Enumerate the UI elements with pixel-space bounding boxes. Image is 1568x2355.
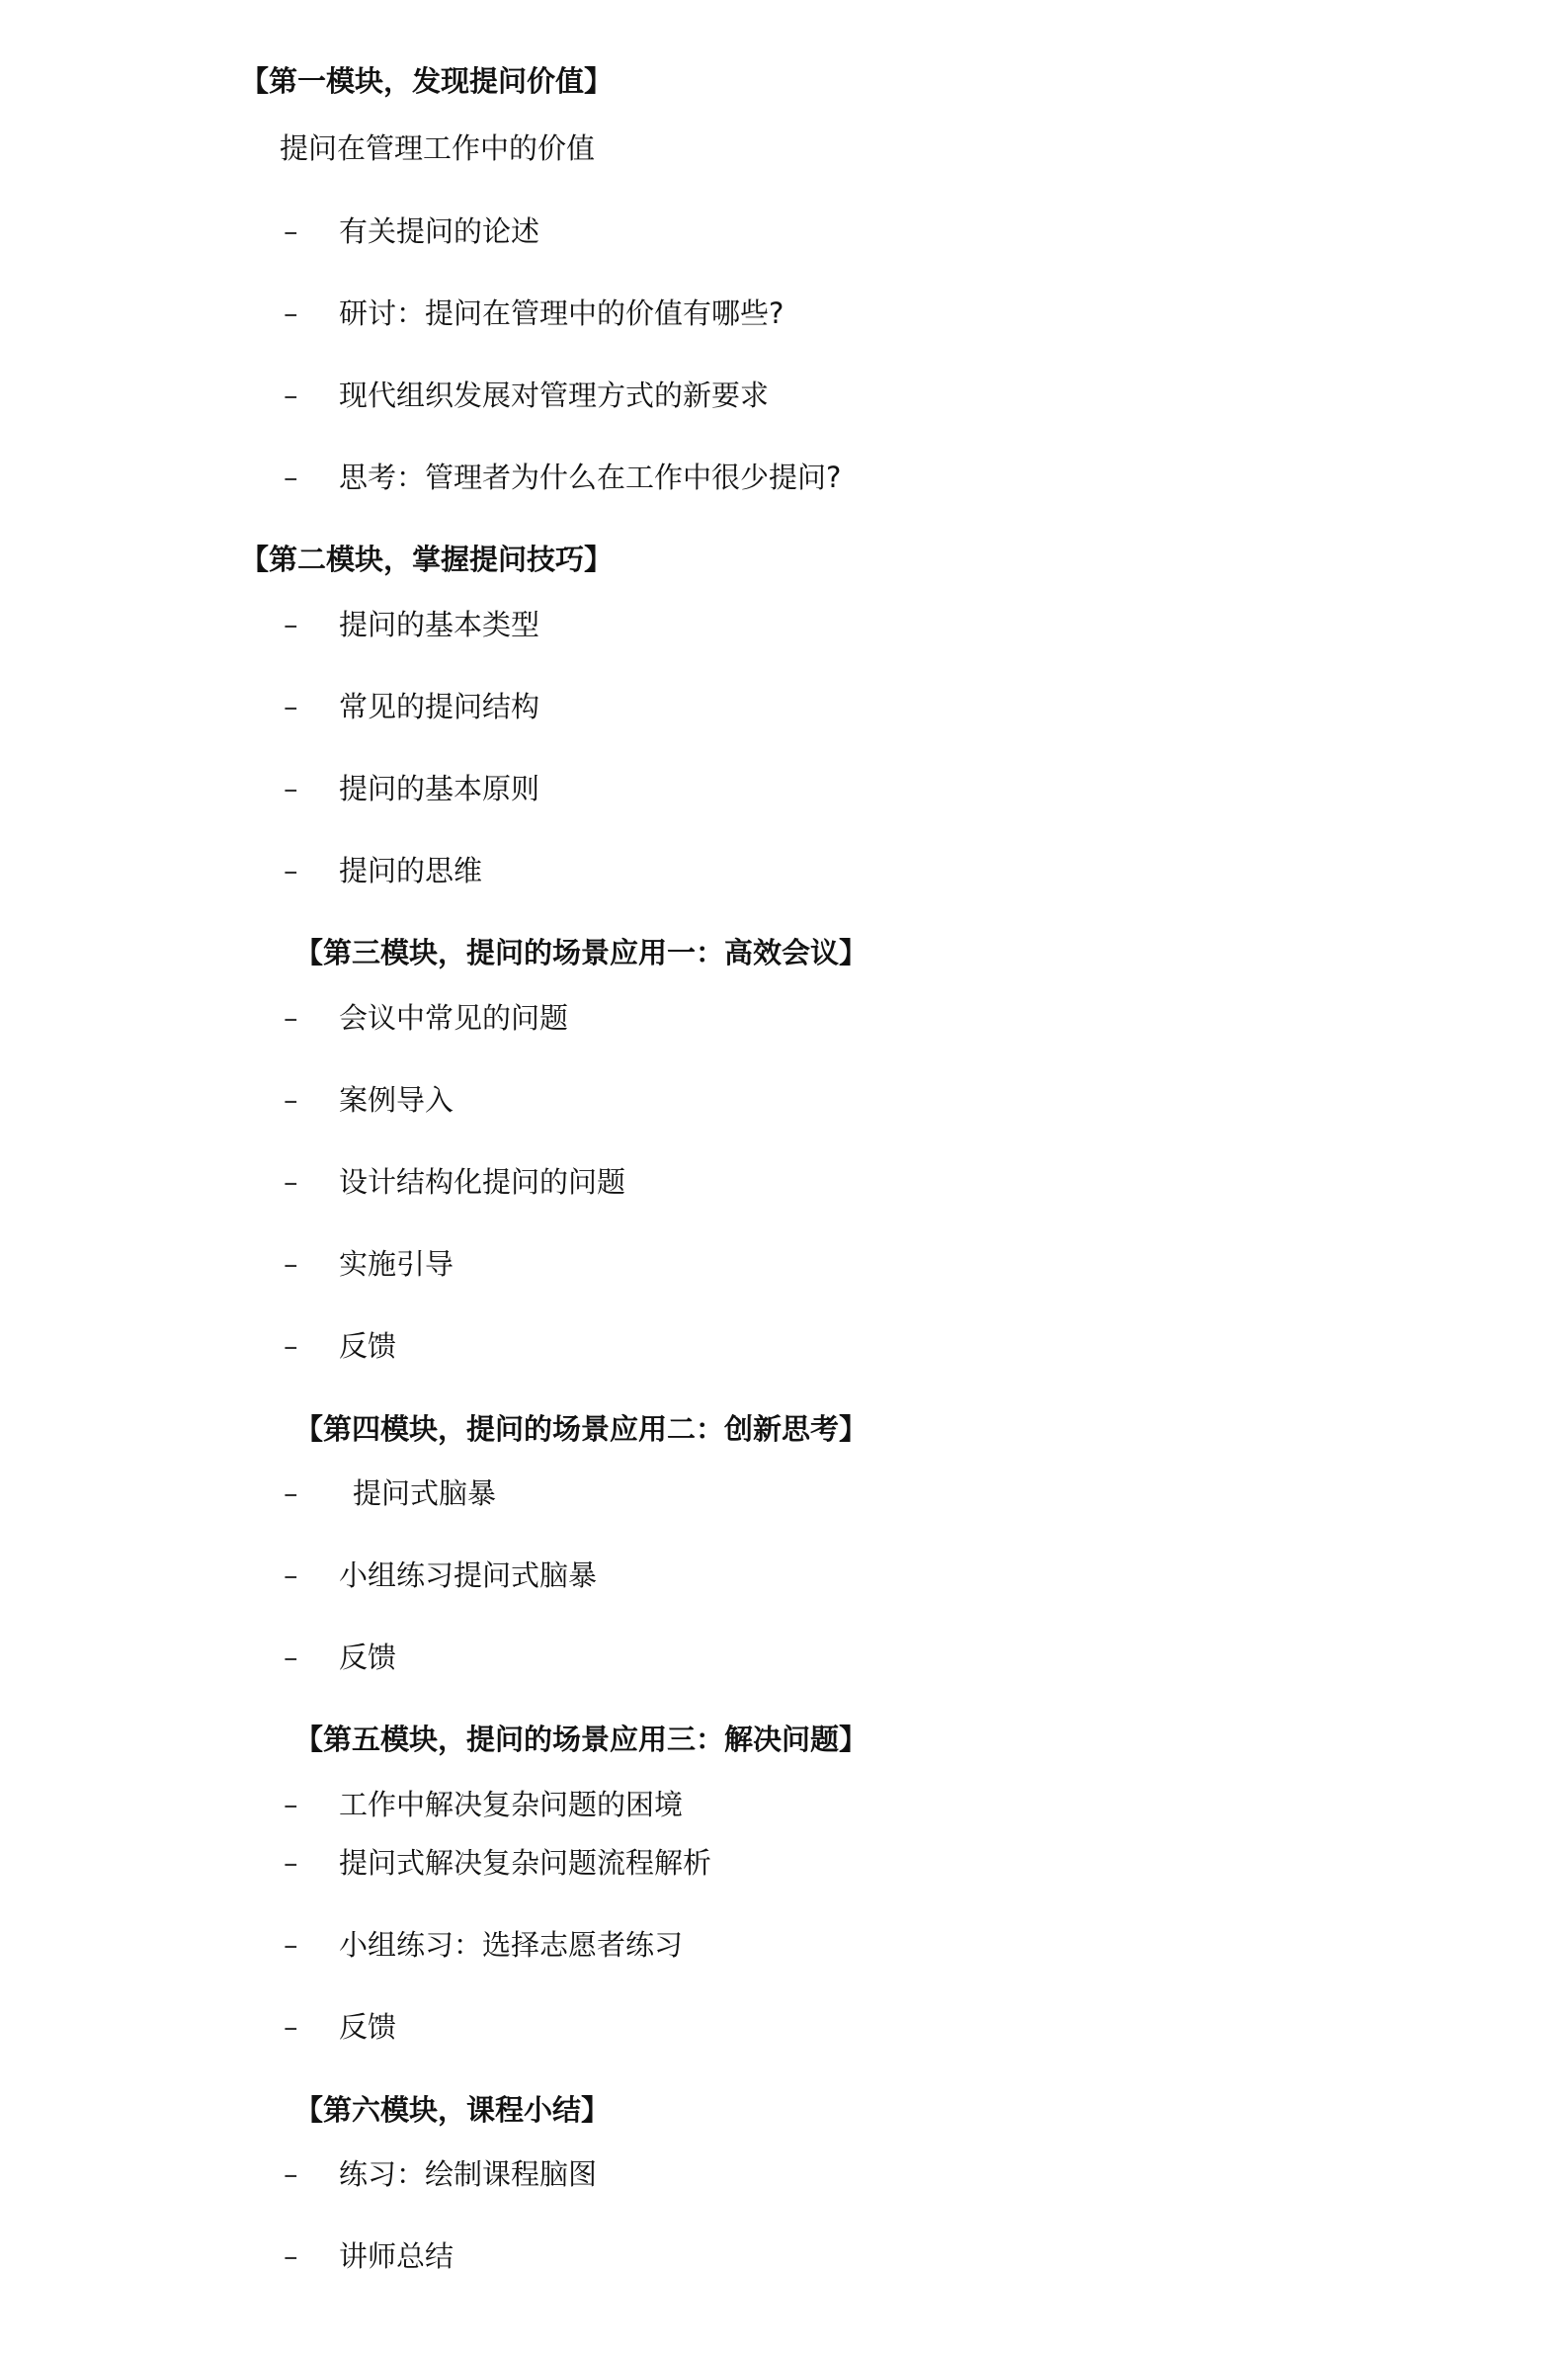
list-item-text: 有关提问的论述 — [339, 214, 540, 248]
list-item — [0, 690, 1186, 728]
dash-bullet: – — [284, 1001, 298, 1035]
dash-bullet: – — [284, 1640, 298, 1674]
module-6-heading: 【第六模块，课程小结】 — [294, 2093, 611, 2127]
list-item — [0, 1788, 1186, 1826]
dash-bullet: – — [284, 1558, 298, 1592]
module-4-heading: 【第四模块，提问的场景应用二：创新思考】 — [294, 1412, 868, 1446]
module-1-intro: 提问在管理工作中的价值 — [280, 131, 596, 165]
module-5-heading: 【第五模块，提问的场景应用三：解决问题】 — [294, 1723, 868, 1756]
list-item — [0, 1846, 1186, 1885]
list-item-text: 思考：管理者为什么在工作中很少提问? — [339, 461, 842, 494]
dash-bullet: – — [284, 296, 298, 330]
list-item — [0, 1247, 1186, 1286]
list-item-text: 练习：绘制课程脑图 — [339, 2157, 598, 2191]
list-item — [0, 1165, 1186, 1204]
dash-bullet: – — [284, 1083, 298, 1117]
list-item — [0, 214, 1186, 253]
list-item-text: 小组练习提问式脑暴 — [339, 1558, 598, 1592]
dash-bullet: – — [284, 608, 298, 641]
list-item-text: 常见的提问结构 — [339, 690, 540, 723]
dash-bullet: – — [284, 2010, 298, 2044]
list-item — [0, 854, 1186, 892]
list-item — [0, 2239, 1186, 2278]
list-item — [0, 1083, 1186, 1122]
list-item-text: 反馈 — [339, 1640, 397, 1674]
list-item-text: 反馈 — [339, 1329, 397, 1363]
dash-bullet: – — [284, 1165, 298, 1199]
list-item-text: 反馈 — [339, 2010, 397, 2044]
list-item-text: 小组练习：选择志愿者练习 — [339, 1928, 684, 1962]
list-item — [0, 296, 1186, 335]
list-item — [0, 2157, 1186, 2196]
list-item-text: 提问式解决复杂问题流程解析 — [339, 1846, 712, 1880]
list-item-text: 研讨：提问在管理中的价值有哪些? — [339, 296, 784, 330]
list-item — [0, 608, 1186, 646]
module-2-heading: 【第二模块，掌握提问技巧】 — [240, 543, 614, 576]
dash-bullet: – — [284, 2239, 298, 2273]
list-item — [0, 772, 1186, 810]
module-1-heading: 【第一模块，发现提问价值】 — [240, 64, 614, 98]
dash-bullet: – — [284, 772, 298, 805]
list-item — [0, 378, 1186, 417]
dash-bullet: – — [284, 1329, 298, 1363]
dash-bullet: – — [284, 854, 298, 887]
dash-bullet: – — [284, 461, 298, 494]
dash-bullet: – — [284, 1788, 298, 1821]
list-item — [0, 1476, 1186, 1515]
dash-bullet: – — [284, 1247, 298, 1281]
list-item-text: 提问的思维 — [339, 854, 483, 887]
list-item — [0, 1928, 1186, 1967]
dash-bullet: – — [284, 2157, 298, 2191]
list-item-text: 现代组织发展对管理方式的新要求 — [339, 378, 770, 412]
dash-bullet: – — [284, 378, 298, 412]
dash-bullet: – — [284, 690, 298, 723]
list-item-text: 会议中常见的问题 — [339, 1001, 569, 1035]
list-item — [0, 1001, 1186, 1040]
list-item-text: 案例导入 — [339, 1083, 454, 1117]
list-item-text: 设计结构化提问的问题 — [339, 1165, 626, 1199]
list-item-text: 提问的基本原则 — [339, 772, 540, 805]
list-item — [0, 1558, 1186, 1597]
dash-bullet: – — [284, 1476, 298, 1510]
list-item-text: 工作中解决复杂问题的困境 — [339, 1788, 684, 1821]
dash-bullet: – — [284, 214, 298, 248]
list-item-text: 提问式脑暴 — [353, 1476, 497, 1510]
list-item — [0, 1640, 1186, 1679]
list-item — [0, 463, 1186, 499]
list-item-text: 实施引导 — [339, 1247, 454, 1281]
list-item — [0, 1329, 1186, 1368]
dash-bullet: – — [284, 1928, 298, 1962]
module-3-heading: 【第三模块，提问的场景应用一：高效会议】 — [294, 936, 868, 969]
list-item-text: 讲师总结 — [339, 2239, 454, 2273]
list-item — [0, 2010, 1186, 2049]
dash-bullet: – — [284, 1846, 298, 1880]
list-item-text: 提问的基本类型 — [339, 608, 540, 641]
